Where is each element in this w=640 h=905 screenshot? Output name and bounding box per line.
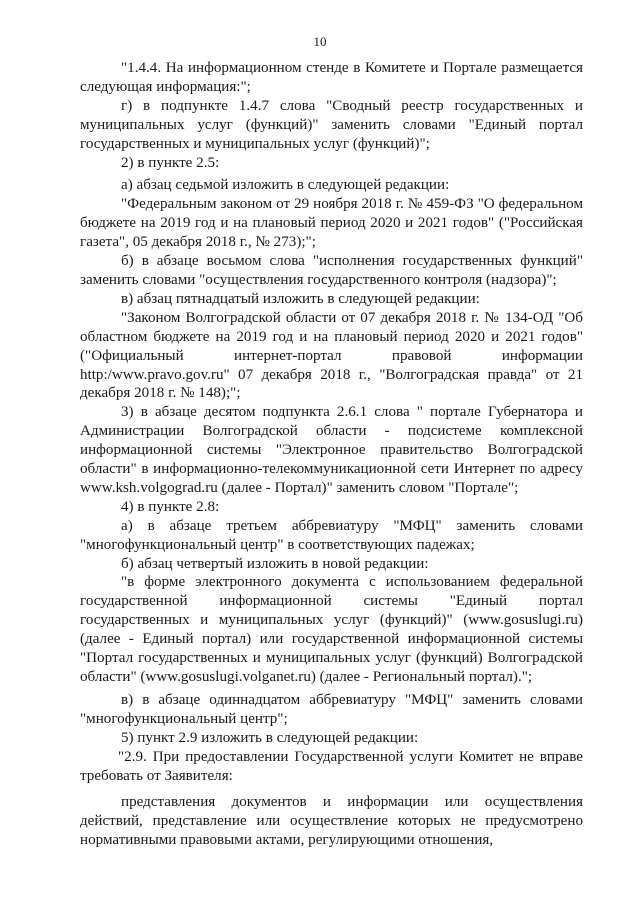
- paragraph-item-2: 2) в пункте 2.5:: [121, 154, 220, 171]
- paragraph-federal-law-quote: "Федеральным законом от 29 ноября 2018 г. № 459-ФЗ "О федеральном бюджете на 2019 год и на плановый период 2020 и 2021 годов" ("Российская газета", 05 декабря 2018 г., № 273);";: [80, 196, 583, 251]
- paragraph-item-5: 5) пункт 2.9 изложить в следующей редакции:: [121, 729, 419, 746]
- paragraph-regional-law-quote: "Законом Волгоградской области от 07 декабря 2018 г. № 134-ОД "Об областном бюджете на 2019 год и на плановый период 2020 и 2021 годов" ("Официальный интернет-портал правовой информации http:/www.pravo.gov.ru" 07 декабря 2018 г., "Волгоградская правда" от 21 декабря 2018 г. № 148);";: [80, 309, 583, 402]
- paragraph-g-1-4-7: г) в подпункте 1.4.7 слова "Сводный реестр государственных и муниципальных услуг (функций)" заменить словами "Единый портал государственных и муниципальных услуг (функций)";: [80, 97, 583, 152]
- paragraph-b-eighth: б) в абзаце восьмом слова "исполнения государственных функций" заменить словами "осуществления государственного контроля (надзора)";: [80, 253, 583, 288]
- paragraph-2-9-quote: "2.9. При предоставлении Государственной услуги Комитет не вправе требовать от Заявителя:: [80, 748, 583, 784]
- paragraph-v-fifteenth: в) абзац пятнадцатый изложить в следующей редакции:: [121, 290, 480, 307]
- paragraph-a-seventh: а) абзац седьмой изложить в следующей редакции:: [121, 177, 450, 194]
- paragraph-b-fourth: б) абзац четвертый изложить в новой редакции:: [121, 555, 429, 572]
- paragraph-documents-requirement: представления документов и информации или осуществления действий, представление или осуществление которых не предусмотрено нормативными правовыми актами, регулирующими отношения,: [80, 794, 583, 849]
- paragraph-item-3: 3) в абзаце десятом подпункта 2.6.1 слова " портале Губернатора и Администрации Волгоградской области - подсистеме комплексной информационной системы "Электронное правительство Волгоградской области" в информационно-телекоммуникационной сети Интернет по адресу www.ksh.volgograd.ru (далее - Портал)" заменить словом "Портале";: [80, 404, 583, 496]
- paragraph-item-4: 4) в пункте 2.8:: [121, 498, 220, 515]
- page-number: 10: [313, 34, 327, 49]
- paragraph-electronic-form-quote: "в форме электронного документа с использованием федеральной государственной информационной системы "Единый портал государственных и муниципальных услуг (функций)" (www.gosuslugi.ru) (далее - Единый портал) или государственной информационной системы "Портал государственных и муниципальных услуг (функций) Волгоградской области" (www.gosuslugi.volganet.ru) (далее - Региональный портал).";: [80, 574, 583, 685]
- paragraph-v-eleventh: в) в абзаце одиннадцатом аббревиатуру "МФЦ" заменить словами "многофункциональный центр";: [80, 691, 583, 727]
- paragraph-a-third: а) в абзаце третьем аббревиатуру "МФЦ" заменить словами "многофункциональный центр" в соответствующих падежах;: [80, 517, 583, 553]
- paragraph-1-4-4: "1.4.4. На информационном стенде в Комитете и Портале размещается следующая информация:";: [80, 60, 583, 95]
- document-body: [80, 59, 583, 850]
